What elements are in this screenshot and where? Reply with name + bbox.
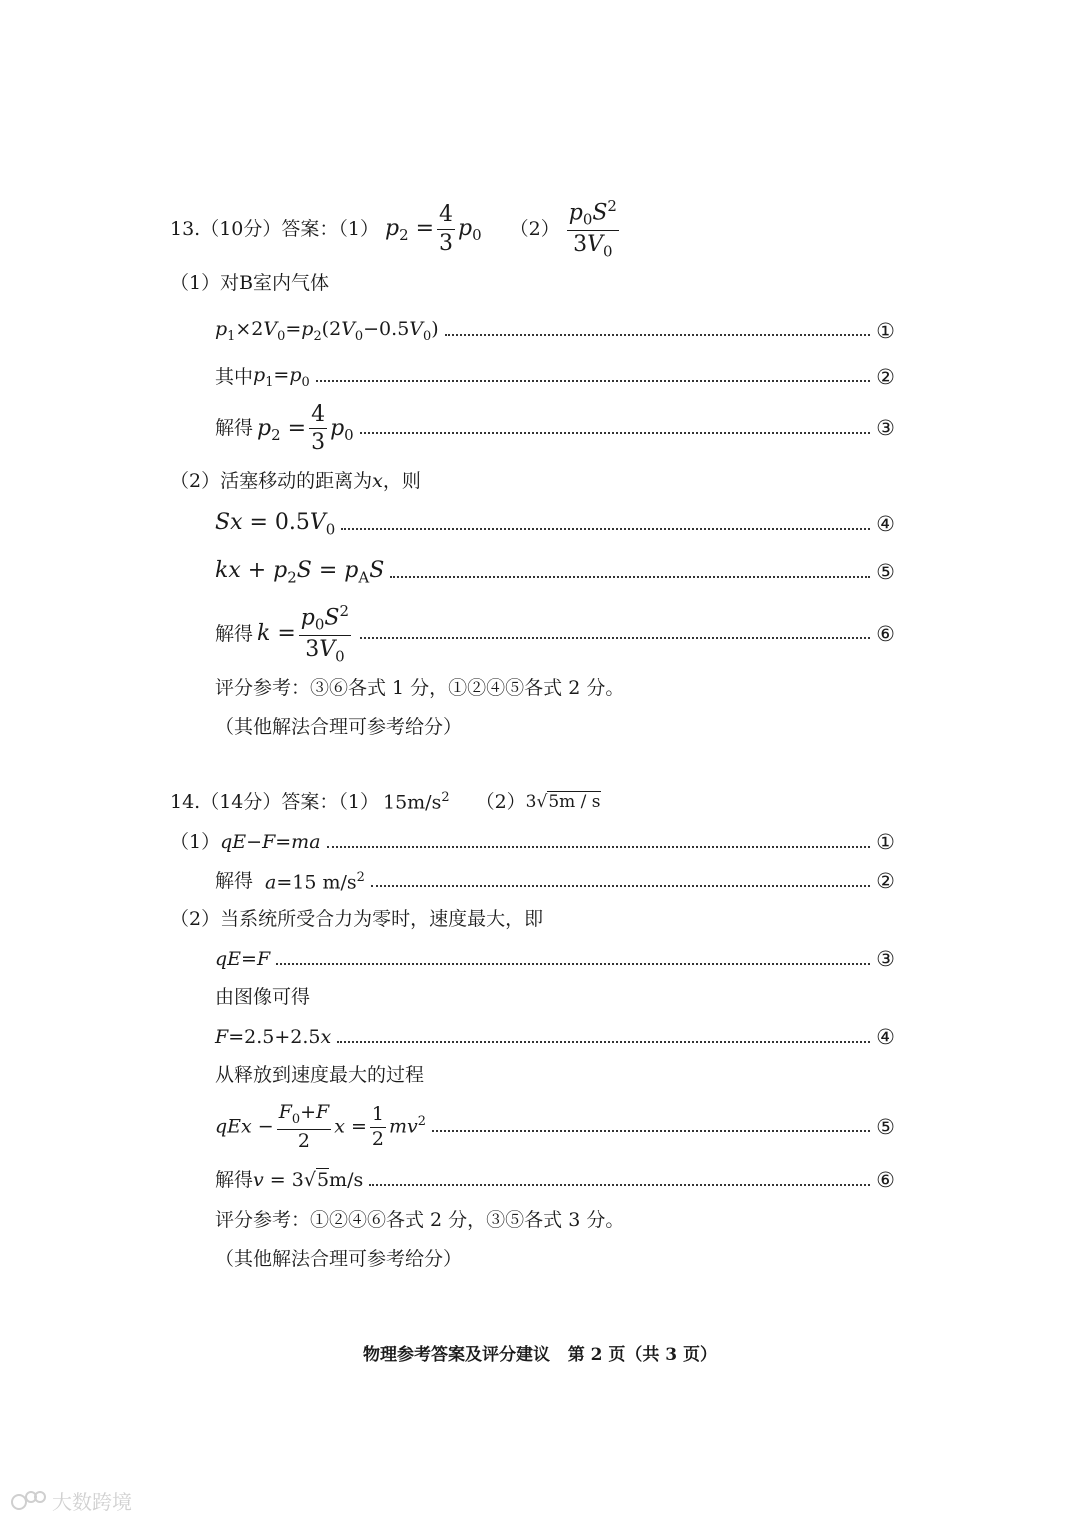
q13-eq4: $Sx = 0.5V_0$ xyxy=(215,510,336,539)
q14-eq5-row xyxy=(215,1102,895,1153)
marker-2: ② xyxy=(876,364,895,389)
marker-3: ③ xyxy=(876,947,895,971)
q13-eq1-row xyxy=(215,318,895,344)
dot-leader xyxy=(337,1041,870,1043)
marker-5: ⑤ xyxy=(876,560,895,585)
q14-sub2-heading: （2）当系统所受合力为零时，速度最大，即 xyxy=(170,908,544,930)
q14-from-graph: 由图像可得 xyxy=(215,986,311,1008)
q13-eq5-row xyxy=(215,558,895,587)
dot-leader xyxy=(360,432,871,434)
q14-header xyxy=(170,790,601,814)
q13-eq2-row xyxy=(215,364,895,390)
q13-eq3-row xyxy=(215,402,895,456)
q14-eq2-row xyxy=(215,869,895,894)
marker-2: ② xyxy=(876,869,895,893)
q14-eq6: v = 3√5m/s xyxy=(253,1169,364,1192)
q13-sub1-heading: （1）对B室内气体 xyxy=(170,272,330,294)
q13-answer-2: $\frac{p_0S^2}{3V_0}$ xyxy=(568,197,617,261)
dot-leader xyxy=(341,528,870,530)
marker-4: ④ xyxy=(876,1025,895,1049)
q13-header-part2: （2） xyxy=(509,217,560,240)
q14-eq2-label: 解得 xyxy=(215,870,254,893)
q14-eq6-row xyxy=(215,1168,895,1193)
page-footer: 物理参考答案及评分建议 第 2 页（共 3 页） xyxy=(362,1345,718,1365)
dot-leader xyxy=(360,637,870,639)
q13-eq2-label: 其中 xyxy=(215,365,254,388)
marker-6: ⑥ xyxy=(876,1168,895,1192)
q14-eq4: F=2.5+2.5x xyxy=(215,1026,332,1049)
q13-sub2-heading: （2）活塞移动的距离为 x ，则 xyxy=(170,470,421,492)
q14-eq1: qE−F=ma xyxy=(220,831,321,854)
q14-eq6-label: 解得 xyxy=(215,1169,254,1192)
q14-scoring: 评分参考：①②④⑥各式 2 分，③⑤各式 3 分。 xyxy=(215,1209,625,1231)
q13-header xyxy=(170,198,622,260)
q14-eq1-row xyxy=(170,830,895,855)
q13-eq4-row xyxy=(215,510,895,539)
q14-eq3-row xyxy=(215,947,895,972)
q14-eq5: qEx − $\frac{F_0+F}{2}$ x = $\frac{1}{2}$ $mv^2$ xyxy=(215,1101,426,1152)
q13-eq6-row xyxy=(215,603,895,665)
q14-note: （其他解法合理可参考给分） xyxy=(215,1248,463,1270)
marker-1: ① xyxy=(876,318,895,343)
q13-eq3-label: 解得 xyxy=(215,417,254,440)
q13-eq6-label: 解得 xyxy=(215,622,254,645)
marker-4: ④ xyxy=(876,512,895,537)
dot-leader xyxy=(327,846,871,848)
q13-scoring: 评分参考：③⑥各式 1 分，①②④⑤各式 2 分。 xyxy=(215,677,625,699)
marker-1: ① xyxy=(876,830,895,854)
q13-eq1: $p_1\times 2V_0=p_2(2V_0-0.5V_0)$ xyxy=(215,318,439,344)
marker-3: ③ xyxy=(876,416,895,441)
q14-answer-1: $15m/s^2$ xyxy=(382,790,450,814)
q14-process: 从释放到速度最大的过程 xyxy=(215,1064,425,1086)
q14-header-part2: （2） xyxy=(475,790,526,813)
dot-leader xyxy=(390,576,870,578)
dot-leader xyxy=(445,334,871,336)
q13-note: （其他解法合理可参考给分） xyxy=(215,716,463,738)
q13-eq3: $p_2$ = $\frac{4}{3}$ $p_0$ xyxy=(257,402,354,456)
q14-eq3: qE=F xyxy=(215,948,271,971)
watermark-logo-icon xyxy=(10,1488,46,1514)
q14-eq2: a=15 $m/s^2$ xyxy=(265,869,365,893)
dot-leader xyxy=(276,963,870,965)
q13-answer-1: $p_2$ = $\frac{4}{3}$ $p_0$ xyxy=(384,202,482,256)
watermark: 大数跨境 xyxy=(10,1486,132,1515)
dot-leader xyxy=(371,885,870,887)
marker-5: ⑤ xyxy=(876,1114,895,1139)
dot-leader xyxy=(316,380,870,382)
q13-header-prefix: 13.（10分）答案：（1） xyxy=(170,217,379,240)
q14-eq4-row xyxy=(215,1025,895,1050)
q13-eq5: kx + $p_2S = p_AS$ xyxy=(215,558,385,587)
marker-6: ⑥ xyxy=(876,621,895,646)
q14-header-prefix: 14.（14分）答案：（1） xyxy=(170,790,379,813)
dot-leader xyxy=(432,1130,870,1132)
q13-eq2: $p_1=p_0$ xyxy=(253,364,310,390)
q14-sub1-prefix: （1） xyxy=(170,831,221,854)
q13-eq6: k = $\frac{p_0S^2}{3V_0}$ xyxy=(257,602,349,666)
q14-answer-2: 3√5m / s xyxy=(525,791,601,812)
dot-leader xyxy=(369,1184,870,1186)
